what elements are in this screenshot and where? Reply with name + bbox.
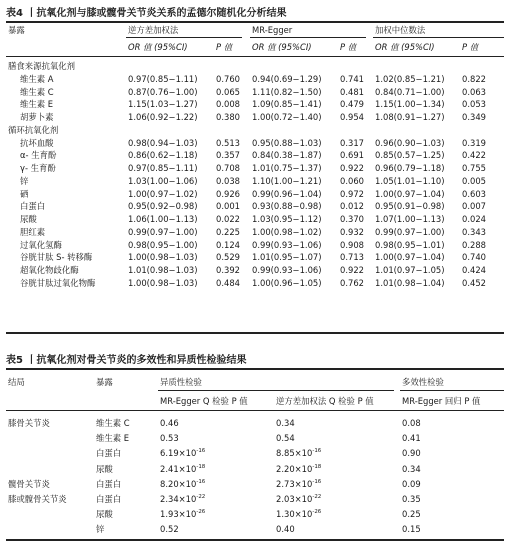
row-wm-p: 0.005 <box>462 175 486 186</box>
row-ivw-q <box>276 524 295 534</box>
row-egger-or: 1.00(0.72−1.40) <box>252 112 322 122</box>
row-egger-intercept: 0.08 <box>402 418 421 428</box>
row-egger-p: 0.922 <box>340 265 364 275</box>
ivw-q-exponent: -18 <box>312 463 322 470</box>
t5-header-het: 异质性检验 <box>160 377 202 387</box>
row-ivw-or: 1.06(1.00−1.13) <box>128 214 198 224</box>
row-ivw-q <box>276 464 321 474</box>
t5-subheader-egger-q: MR-Egger Q 检验 P 值 <box>160 396 248 406</box>
row-wm-or: 1.02(0.85−1.21) <box>375 73 445 84</box>
row-egger-or: 0.95(0.88−1.03) <box>252 137 322 148</box>
t5-header-pleio: 多效性检验 <box>402 377 444 387</box>
row-egger-intercept: 0.34 <box>402 463 421 474</box>
t5-pleio-rule <box>400 390 504 391</box>
row-exposure: 维生素 C <box>96 418 130 428</box>
row-egger-q <box>160 509 205 519</box>
row-egger-p: 0.713 <box>340 252 364 263</box>
row-wm-or: 1.00(0.97−1.04) <box>375 252 445 263</box>
ivw-q-exponent: -16 <box>312 478 322 485</box>
row-exposure-name: γ- 生育酚 <box>20 163 56 173</box>
row-egger-p: 0.479 <box>340 99 364 110</box>
row-exposure: 锌 <box>96 524 105 535</box>
row-egger-q <box>160 524 179 534</box>
ivw-q-mantissa: 2.03×10 <box>276 494 313 504</box>
row-egger-q <box>160 433 179 443</box>
row-egger-p: 0.908 <box>340 239 364 250</box>
row-egger-or: 1.09(0.85−1.41) <box>252 99 322 110</box>
ivw-q-exponent: -22 <box>312 494 322 500</box>
row-egger-intercept: 0.15 <box>402 524 421 535</box>
row-exposure: 白蛋白 <box>96 478 122 489</box>
row-exposure: 白蛋白 <box>96 494 122 504</box>
row-egger-or: 1.00(0.98−1.02) <box>252 226 322 237</box>
table4-bottom-rule <box>6 332 504 334</box>
row-ivw-p: 0.760 <box>216 73 240 84</box>
row-ivw-or: 1.00(0.97−1.02) <box>128 188 198 199</box>
row-wm-or: 0.99(0.97−1.00) <box>375 226 445 237</box>
row-wm-or: 1.01(0.98−1.04) <box>375 277 445 288</box>
row-ivw-p: 0.124 <box>216 239 240 250</box>
row-wm-p: 0.063 <box>462 86 486 97</box>
row-ivw-or: 1.00(0.98−1.03) <box>128 252 198 263</box>
row-exposure: 白蛋白 <box>96 448 122 459</box>
row-outcome: 髋骨关节炎 <box>8 478 50 489</box>
row-wm-p: 0.343 <box>462 226 486 237</box>
row-ivw-p: 0.484 <box>216 277 240 288</box>
egger-q-exponent: -18 <box>196 463 206 470</box>
row-wm-p: 0.603 <box>462 188 486 199</box>
egger-q-mantissa: 2.41×10 <box>160 463 197 474</box>
t4-subheader-wm-p: P 值 <box>462 42 479 52</box>
t4-ivw-rule <box>126 37 242 38</box>
row-wm-or: 1.05(1.01−1.10) <box>375 175 445 186</box>
row-exposure-name: 谷胱甘肽 S- 转移酶 <box>20 252 93 263</box>
t4-subheader-egger-or: OR 值 (95%CI) <box>252 42 312 52</box>
row-ivw-or: 1.15(1.03−1.27) <box>128 99 198 110</box>
row-ivw-q <box>276 433 295 443</box>
row-egger-intercept: 0.41 <box>402 433 421 444</box>
egger-q-exponent: -26 <box>196 509 206 516</box>
row-wm-p: 0.452 <box>462 277 486 288</box>
egger-q-mantissa: 0.53 <box>160 433 179 444</box>
row-exposure-name: 尿酸 <box>20 214 37 224</box>
row-exposure-name: 白蛋白 <box>20 201 46 212</box>
row-ivw-or: 0.97(0.85−1.11) <box>128 73 198 84</box>
table5-caption: 表5 丨抗氧化剂对骨关节炎的多效性和异质性检验结果 <box>6 355 247 366</box>
t4-subheader-ivw-p: P 值 <box>216 42 233 52</box>
row-egger-q <box>160 418 179 428</box>
row-egger-p: 0.932 <box>340 226 364 237</box>
row-egger-or: 0.84(0.38−1.87) <box>252 150 322 161</box>
row-outcome: 膝或髋骨关节炎 <box>8 494 67 504</box>
row-ivw-or: 1.06(0.92−1.22) <box>128 112 198 122</box>
t4-subheader-ivw-or: OR 值 (95%CI) <box>128 42 188 52</box>
t4-header-wmedian: 加权中位数法 <box>375 25 426 35</box>
row-egger-q <box>160 448 205 458</box>
row-wm-p: 0.755 <box>462 163 486 173</box>
row-wm-p: 0.053 <box>462 99 486 110</box>
row-egger-p: 0.972 <box>340 188 364 199</box>
ivw-q-mantissa: 2.20×10 <box>276 463 313 474</box>
row-egger-p: 0.317 <box>340 137 364 148</box>
row-egger-q <box>160 464 205 474</box>
row-egger-or: 1.10(1.00−1.21) <box>252 175 322 186</box>
row-exposure-name: 胡萝卜素 <box>20 112 54 122</box>
ivw-q-mantissa: 8.85×10 <box>276 448 313 459</box>
egger-q-mantissa: 6.19×10 <box>160 448 197 459</box>
row-ivw-or: 1.00(0.98−1.03) <box>128 277 198 288</box>
ivw-q-exponent: -16 <box>312 448 322 455</box>
row-exposure-name: 过氧化氢酶 <box>20 239 62 250</box>
t5-header-exposure: 暴露 <box>96 377 113 387</box>
row-ivw-q <box>276 494 321 504</box>
row-exposure-name: 抗坏血酸 <box>20 137 54 148</box>
row-ivw-p: 0.225 <box>216 226 240 237</box>
row-egger-p: 0.481 <box>340 86 364 97</box>
row-egger-intercept: 0.90 <box>402 448 421 459</box>
row-egger-intercept: 0.09 <box>402 478 421 489</box>
t5-het-rule <box>158 390 394 391</box>
t4-header-ivw: 逆方差加权法 <box>128 25 179 35</box>
row-exposure-name: α- 生育酚 <box>20 150 57 161</box>
ivw-q-exponent: -26 <box>312 509 322 516</box>
egger-q-mantissa: 2.34×10 <box>160 494 197 504</box>
row-egger-or: 1.01(0.95−1.07) <box>252 252 322 263</box>
row-wm-or: 1.08(0.91−1.27) <box>375 112 445 122</box>
row-exposure-name: 谷胱甘肽过氧化物酶 <box>20 277 96 288</box>
row-wm-or: 0.98(0.95−1.01) <box>375 239 445 250</box>
row-wm-or: 0.96(0.90−1.03) <box>375 137 445 148</box>
t5-subheader-ivw-q: 逆方差加权法 Q 检验 P 值 <box>276 396 374 406</box>
ivw-q-mantissa: 2.73×10 <box>276 478 313 489</box>
egger-q-mantissa: 8.20×10 <box>160 478 197 489</box>
row-wm-p: 0.424 <box>462 265 486 275</box>
table5-bottom-rule <box>6 539 504 541</box>
t4-header-exposure: 暴露 <box>8 25 25 35</box>
row-ivw-q <box>276 448 321 458</box>
row-egger-p: 0.954 <box>340 112 364 122</box>
row-wm-p: 0.740 <box>462 252 486 263</box>
row-ivw-p: 0.926 <box>216 188 240 199</box>
row-wm-or: 1.01(0.97−1.05) <box>375 265 445 275</box>
row-egger-q <box>160 479 205 489</box>
row-wm-p: 0.288 <box>462 239 486 250</box>
row-wm-or: 1.15(1.00−1.34) <box>375 99 445 110</box>
row-egger-or: 1.11(0.82−1.50) <box>252 86 322 97</box>
row-wm-p: 0.319 <box>462 137 486 148</box>
row-egger-or: 1.01(0.75−1.37) <box>252 163 322 173</box>
row-ivw-p: 0.065 <box>216 86 240 97</box>
row-ivw-p: 0.513 <box>216 137 240 148</box>
row-exposure-name: 胆红素 <box>20 226 46 237</box>
row-ivw-or: 1.01(0.98−1.03) <box>128 265 198 275</box>
row-ivw-or: 0.87(0.76−1.00) <box>128 86 198 97</box>
egger-q-mantissa: 0.52 <box>160 524 179 535</box>
table5-top-rule <box>6 368 504 370</box>
row-ivw-p: 0.392 <box>216 265 240 275</box>
row-ivw-p: 0.529 <box>216 252 240 263</box>
row-ivw-or: 0.97(0.85−1.11) <box>128 163 198 173</box>
ivw-q-mantissa: 0.40 <box>276 524 295 535</box>
ivw-q-mantissa: 1.30×10 <box>276 509 313 520</box>
row-egger-or: 1.03(0.95−1.12) <box>252 214 322 224</box>
row-egger-or: 0.99(0.93−1.06) <box>252 239 322 250</box>
ivw-q-mantissa: 0.34 <box>276 418 295 428</box>
row-ivw-q <box>276 418 295 428</box>
row-ivw-or: 0.98(0.95−1.00) <box>128 239 198 250</box>
row-egger-or: 0.94(0.69−1.29) <box>252 73 322 84</box>
row-wm-or: 0.85(0.57−1.25) <box>375 150 445 161</box>
row-wm-or: 0.95(0.91−0.98) <box>375 201 445 212</box>
row-egger-or: 1.00(0.96−1.05) <box>252 277 322 288</box>
row-ivw-p: 0.357 <box>216 150 240 161</box>
row-egger-p: 0.922 <box>340 163 364 173</box>
row-egger-p: 0.741 <box>340 73 364 84</box>
row-egger-or: 0.93(0.88−0.98) <box>252 201 322 212</box>
row-ivw-or: 1.03(1.00−1.06) <box>128 175 198 186</box>
section-title: 膳食来源抗氧化剂 <box>8 61 75 71</box>
t5-header-rule <box>6 410 504 411</box>
row-wm-p: 0.349 <box>462 112 486 122</box>
row-exposure-name: 维生素 C <box>20 86 54 97</box>
table4-caption: 表4 丨抗氧化剂与膝或髋骨关节炎关系的孟德尔随机化分析结果 <box>6 8 287 19</box>
row-ivw-or: 0.99(0.97−1.00) <box>128 226 198 237</box>
row-wm-or: 1.07(1.00−1.13) <box>375 214 445 224</box>
table4-top-rule <box>6 21 504 23</box>
t4-egger-rule <box>250 37 366 38</box>
row-exposure-name: 维生素 A <box>20 73 54 84</box>
t4-header-egger: MR-Egger <box>252 25 293 35</box>
row-exposure-name: 锌 <box>20 175 29 186</box>
row-ivw-or: 0.95(0.92−0.98) <box>128 201 198 212</box>
egger-q-mantissa: 0.46 <box>160 418 179 428</box>
t5-header-outcome: 结局 <box>8 377 25 387</box>
row-wm-p: 0.007 <box>462 201 486 212</box>
row-egger-or: 0.99(0.93−1.06) <box>252 265 322 275</box>
egger-q-exponent: -16 <box>196 478 206 485</box>
row-ivw-p: 0.001 <box>216 201 240 212</box>
row-wm-p: 0.822 <box>462 73 486 84</box>
section-title: 循环抗氧化剂 <box>8 124 59 135</box>
row-egger-intercept: 0.35 <box>402 494 421 504</box>
t4-header-rule <box>6 56 504 57</box>
row-exposure-name: 维生素 E <box>20 99 54 110</box>
row-ivw-q <box>276 509 321 519</box>
egger-q-exponent: -22 <box>196 494 206 500</box>
row-egger-p: 0.691 <box>340 150 364 161</box>
row-ivw-or: 0.86(0.62−1.18) <box>128 150 198 161</box>
egger-q-exponent: -16 <box>196 448 206 455</box>
row-ivw-q <box>276 479 321 489</box>
row-egger-or: 0.99(0.96−1.04) <box>252 188 322 199</box>
row-wm-or: 1.00(0.97−1.04) <box>375 188 445 199</box>
t4-subheader-egger-p: P 值 <box>340 42 357 52</box>
row-outcome: 膝骨关节炎 <box>8 418 50 428</box>
row-exposure: 尿酸 <box>96 463 113 474</box>
row-wm-or: 0.96(0.79−1.18) <box>375 163 445 173</box>
row-egger-p: 0.012 <box>340 201 364 212</box>
row-exposure: 维生素 E <box>96 433 130 444</box>
row-wm-or: 0.84(0.71−1.00) <box>375 86 445 97</box>
row-ivw-or: 0.98(0.94−1.03) <box>128 137 198 148</box>
t4-subheader-wm-or: OR 值 (95%CI) <box>375 42 435 52</box>
row-ivw-p: 0.038 <box>216 175 240 186</box>
row-exposure: 尿酸 <box>96 509 113 520</box>
row-wm-p: 0.024 <box>462 214 486 224</box>
row-ivw-p: 0.008 <box>216 99 240 110</box>
row-exposure-name: 硒 <box>20 188 29 199</box>
row-ivw-p: 0.380 <box>216 112 240 122</box>
row-egger-p: 0.370 <box>340 214 364 224</box>
row-wm-p: 0.422 <box>462 150 486 161</box>
row-egger-q <box>160 494 205 504</box>
egger-q-mantissa: 1.93×10 <box>160 509 197 520</box>
row-exposure-name: 超氧化物歧化酶 <box>20 265 79 275</box>
ivw-q-mantissa: 0.54 <box>276 433 295 444</box>
row-egger-intercept: 0.25 <box>402 509 421 520</box>
t4-wmedian-rule <box>373 37 504 38</box>
row-egger-p: 0.060 <box>340 175 364 186</box>
row-egger-p: 0.762 <box>340 277 364 288</box>
t5-subheader-egger-int: MR-Egger 回归 P 值 <box>402 396 481 406</box>
row-ivw-p: 0.022 <box>216 214 240 224</box>
row-ivw-p: 0.708 <box>216 163 240 173</box>
